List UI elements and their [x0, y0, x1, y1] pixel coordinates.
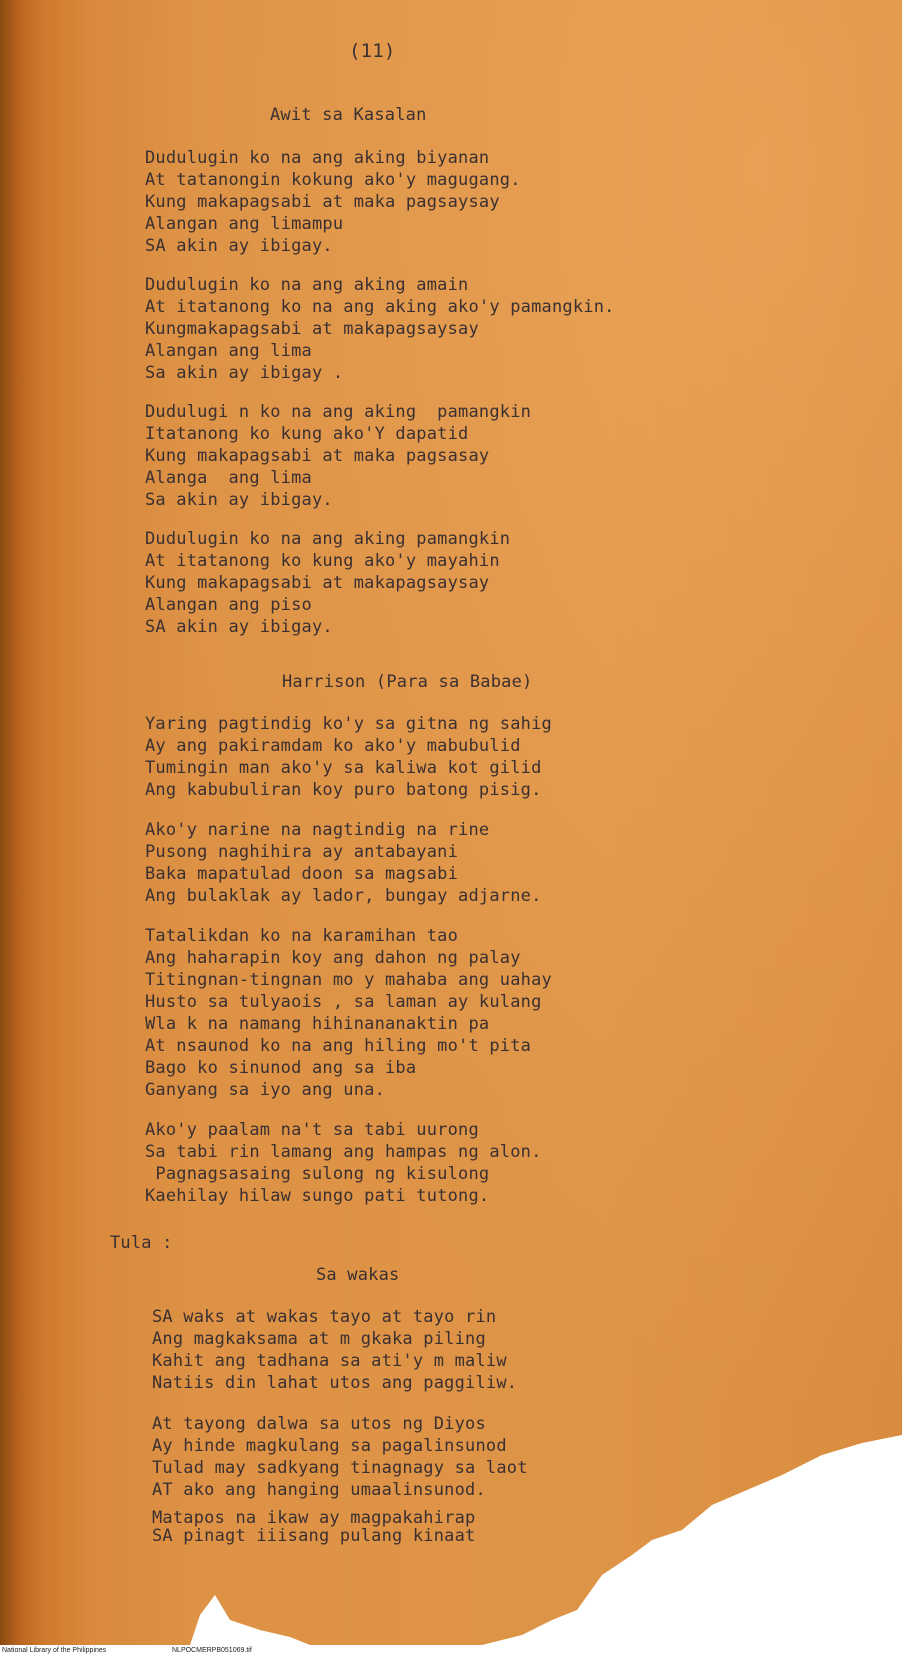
verse-line: At tayong dalwa sa utos ng Diyos — [152, 1414, 486, 1434]
verse-line: Alanga ang lima — [145, 468, 312, 488]
verse-line: Dudulugi n ko na ang aking pamangkin — [145, 402, 532, 422]
verse-line: AT ako ang hanging umaalinsunod. — [152, 1480, 486, 1500]
verse-line: Wla k na namang hihinananaktin pa — [145, 1014, 490, 1034]
torn-edge — [190, 1585, 310, 1645]
verse-line: SA akin ay ibigay. — [145, 617, 333, 637]
verse-line: SA waks at wakas tayo at tayo rin — [152, 1307, 497, 1327]
verse-line: Tulad may sadkyang tinagnagy sa laot — [152, 1458, 528, 1478]
verse-line: At tatanongin kokung ako'y magugang. — [145, 170, 521, 190]
verse-line: Kung makapagsabi at maka pagsaysay — [145, 192, 500, 212]
archive-footer — [0, 1645, 902, 1658]
verse-line: Ang magkaksama at m gkaka piling — [152, 1329, 486, 1349]
verse-line: At itatanong ko kung ako'y mayahin — [145, 551, 500, 571]
verse-line: Kahit ang tadhana sa ati'y m maliw — [152, 1351, 507, 1371]
verse-line: Bago ko sinunod ang sa iba — [145, 1058, 417, 1078]
verse-line: Alangan ang lima — [145, 341, 312, 361]
verse-line: Sa tabi rin lamang ang hampas ng alon. — [145, 1142, 542, 1162]
verse-line: SA akin ay ibigay. — [145, 236, 333, 256]
verse-line: Kungmakapagsabi at makapagsaysay — [145, 319, 479, 339]
verse-line: Ay hinde magkulang sa pagalinsunod — [152, 1436, 507, 1456]
section-title-sa-wakas: Sa wakas — [316, 1265, 400, 1285]
verse-line: Dudulugin ko na ang aking amain — [145, 275, 469, 295]
verse-line: Tumingin man ako'y sa kaliwa kot gilid — [145, 758, 542, 778]
verse-line: Itatanong ko kung ako'Y dapatid — [145, 424, 469, 444]
verse-line: Sa akin ay ibigay. — [145, 490, 333, 510]
verse-line: Ang kabubuliran koy puro batong pisig. — [145, 780, 542, 800]
footer-filename: NLPOCMERPB051069.tif — [172, 1647, 252, 1654]
verse-line: SA pinagt iiisang pulang kinaat — [152, 1526, 476, 1546]
torn-corner — [482, 1435, 902, 1645]
verse-line: Dudulugin ko na ang aking pamangkin — [145, 529, 511, 549]
verse-line: Titingnan-tingnan mo y mahaba ang uahay — [145, 970, 552, 990]
verse-line: Yaring pagtindig ko'y sa gitna ng sahig — [145, 714, 552, 734]
verse-line: Alangan ang piso — [145, 595, 312, 615]
footer-source: National Library of the Philippines — [2, 1647, 107, 1654]
verse-line: Sa akin ay ibigay . — [145, 363, 344, 383]
verse-line: Pusong naghihira ay antabayani — [145, 842, 459, 862]
verse-line: Ganyang sa iyo ang una. — [145, 1080, 386, 1100]
section-label-tula: Tula : — [110, 1233, 173, 1253]
verse-line: Kung makapagsabi at makapagsaysay — [145, 573, 490, 593]
verse-line: Ako'y narine na nagtindig na rine — [145, 820, 490, 840]
verse-line: Ang bulaklak ay lador, bungay adjarne. — [145, 886, 542, 906]
verse-line: At itatanong ko na ang aking ako'y pamangkin. — [145, 297, 615, 317]
page-number: (11) — [349, 40, 396, 62]
verse-line: Ang haharapin koy ang dahon ng palay — [145, 948, 521, 968]
section-title-harrison: Harrison (Para sa Babae) — [282, 672, 533, 692]
verse-line: At nsaunod ko na ang hiling mo't pita — [145, 1036, 532, 1056]
verse-line: Alangan ang limampu — [145, 214, 344, 234]
verse-line: Kaehilay hilaw sungo pati tutong. — [145, 1186, 490, 1206]
verse-line: Husto sa tulyaois , sa laman ay kulang — [145, 992, 542, 1012]
verse-line: Dudulugin ko na ang aking biyanan — [145, 148, 490, 168]
verse-line: Ako'y paalam na't sa tabi uurong — [145, 1120, 479, 1140]
verse-line: Kung makapagsabi at maka pagsasay — [145, 446, 490, 466]
verse-line: Ay ang pakiramdam ko ako'y mabubulid — [145, 736, 521, 756]
verse-line: Natiis din lahat utos ang paggiliw. — [152, 1373, 518, 1393]
verse-line: Matapos na ikaw ay magpakahirap — [152, 1508, 476, 1528]
verse-line: Baka mapatulad doon sa magsabi — [145, 864, 459, 884]
verse-line: Tatalikdan ko na karamihan tao — [145, 926, 459, 946]
section-title-awit-sa-kasalan: Awit sa Kasalan — [270, 105, 427, 125]
verse-line: Pagnagsasaing sulong ng kisulong — [145, 1164, 490, 1184]
